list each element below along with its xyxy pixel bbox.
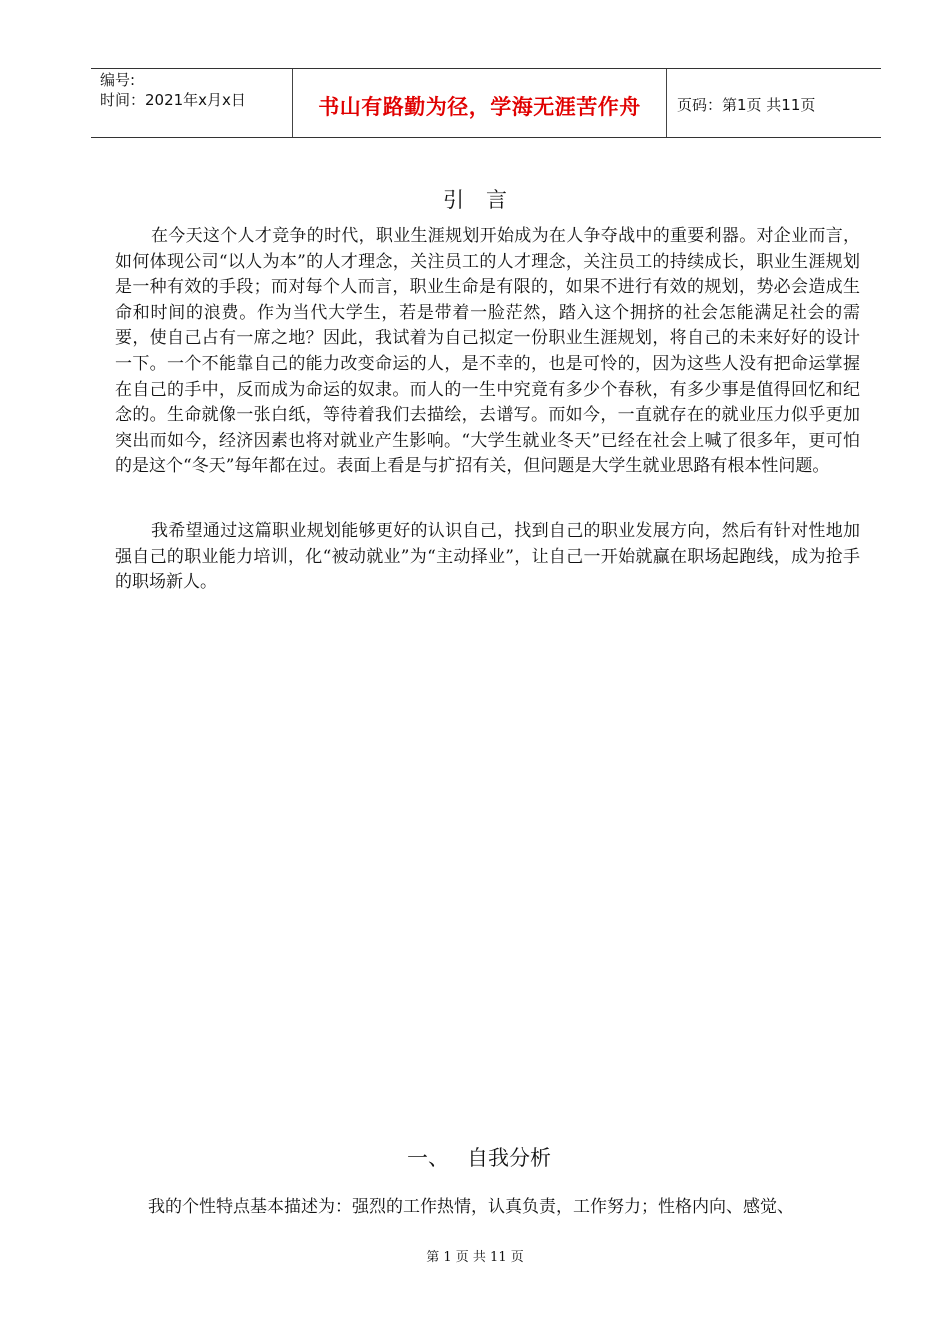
header-page-info: 页码：第1页 共11页 [677, 96, 816, 114]
section-number: 一、 [407, 1146, 449, 1170]
page-footer: 第 1 页 共 11 页 [426, 1250, 524, 1265]
header-info-cell [91, 69, 293, 137]
document-header [91, 68, 881, 138]
header-motto: 书山有路勤为径，学海无涯苦作舟 [318, 95, 641, 119]
intro-paragraph: 我希望通过这篇职业规划能够更好的认识自己，找到自己的职业发展方向，然后有针对性地加强自己的职业能力培训，化“被动就业”为“主动择业”，让自己一开始就赢在职场起跑线，成为抢手的职场新人。 [115, 521, 860, 593]
section-paragraph: 我的个性特点基本描述为：强烈的工作热情，认真负责，工作努力；性格内向、感觉、 [148, 1197, 794, 1217]
section-heading [407, 1142, 551, 1172]
section-title: 自我分析 [467, 1146, 551, 1170]
document-time-label: 时间：2021年x月x日 [100, 91, 246, 109]
intro-title: 引言 [443, 188, 529, 212]
document-number-label: 编号: [100, 71, 136, 89]
intro-paragraph: 在今天这个人才竞争的时代，职业生涯规划开始成为在人争夺战中的重要利器。对企业而言，如何体现公司“以人为本”的人才理念，关注员工的人才理念，关注员工的持续成长，职业生涯规划是一种有效的手段；而对每个人而言，职业生命是有限的，如果不进行有效的规划，势必会造成生命和时间的浪费。作为当代大学生，若是带着一脸茫然，踏入这个拥挤的社会怎能满足社会的需要，使自己占有一席之地？因此，我试着为自己拟定一份职业生涯规划，将自己的未来好好的设计一下。一个不能靠自己的能力改变命运的人，是不幸的，也是可怜的，因为这些人没有把命运掌握在自己的手中，反而成为命运的奴隶。而人的一生中究竟有多少个春秋，有多少事是值得回忆和纪念的。生命就像一张白纸，等待着我们去描绘，去谱写。而如今，一直就存在的就业压力似乎更加突出而如今，经济因素也将对就业产生影响。“大学生就业冬天”已经在社会上喊了很多年，更可怕的是这个“冬天”每年都在过。表面上看是与扩招有关，但问题是大学生就业思路有根本性问题。 [115, 226, 860, 477]
header-motto-cell [293, 69, 667, 137]
header-page-cell [667, 69, 881, 137]
